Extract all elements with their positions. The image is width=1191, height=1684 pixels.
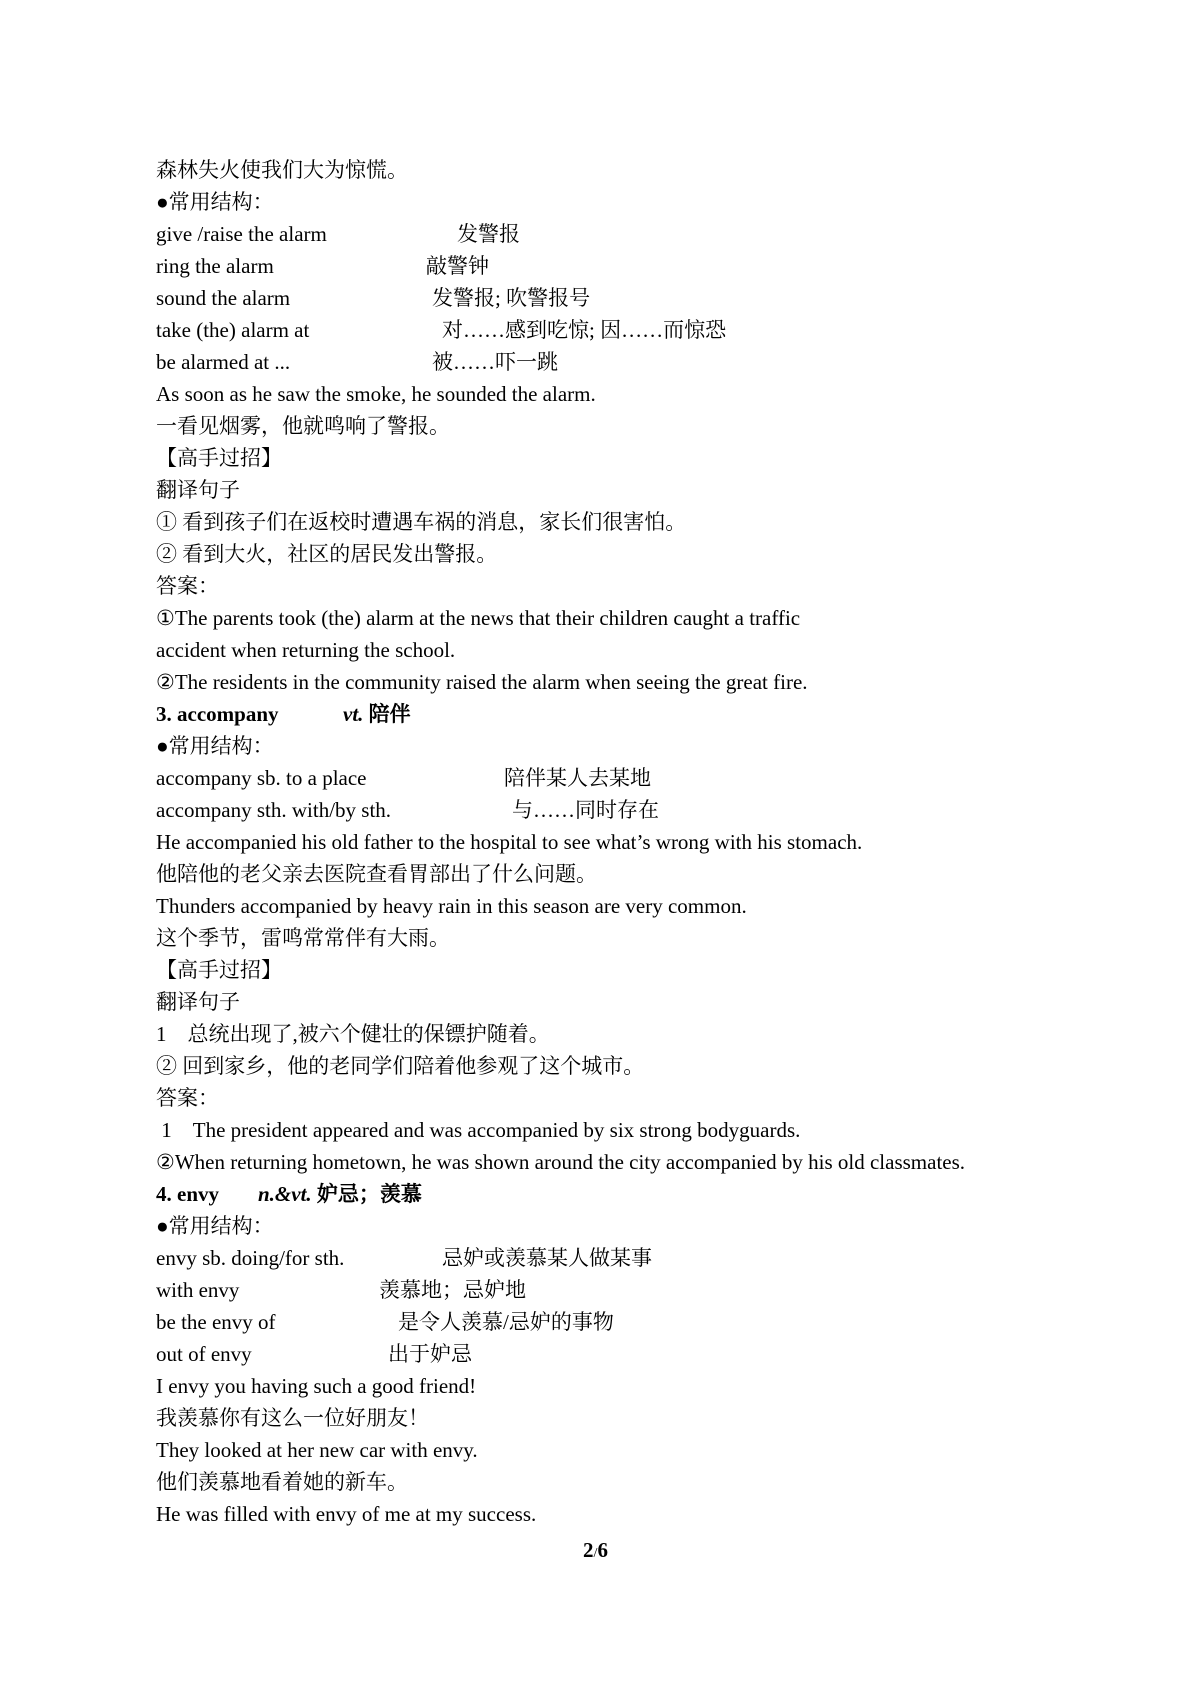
- question-item: ② 回到家乡，他的老同学们陪着他参观了这个城市。: [156, 1054, 645, 1078]
- text-line: 森林失火使我们大为惊慌。: [156, 158, 408, 182]
- phrase-row: [156, 314, 727, 346]
- example-zh: 一看见烟雾，他就鸣响了警报。: [156, 414, 450, 438]
- phrase-en: with envy: [156, 1278, 240, 1302]
- part-of-speech: vt.: [343, 702, 364, 726]
- example-en: He accompanied his old father to the hospital to see what’s wrong with his stomach.: [156, 830, 863, 854]
- phrase-row: [156, 1338, 472, 1370]
- phrase-zh: 发警报; 吹警报号: [432, 286, 591, 310]
- phrase-zh: 陪伴某人去某地: [504, 766, 651, 790]
- phrase-zh: 敲警钟: [426, 254, 489, 278]
- phrase-row: [156, 1274, 526, 1306]
- headword: 4. envy: [156, 1182, 219, 1206]
- phrase-row: [156, 794, 659, 826]
- phrase-row: [156, 282, 591, 314]
- practice-heading: 【高手过招】: [156, 446, 282, 470]
- part-of-speech: n.&vt.: [258, 1182, 312, 1206]
- phrase-en: take (the) alarm at: [156, 318, 310, 342]
- phrase-en: be alarmed at ...: [156, 350, 291, 374]
- phrase-row: [156, 1242, 652, 1274]
- headword-definition: [258, 1178, 422, 1210]
- phrase-zh: 忌妒或羡慕某人做某事: [442, 1246, 652, 1270]
- phrase-row: [156, 1306, 614, 1338]
- question-item: ② 看到大火，社区的居民发出警报。: [156, 542, 498, 566]
- phrase-en: sound the alarm: [156, 286, 291, 310]
- total-pages: 6: [597, 1538, 608, 1562]
- current-page: 2: [583, 1538, 594, 1562]
- phrase-row: [156, 762, 651, 794]
- example-en: I envy you having such a good friend!: [156, 1374, 477, 1398]
- answer-item: ②The residents in the community raised the alarm when seeing the great fire.: [156, 670, 808, 694]
- answer-label: 答案：: [156, 1086, 219, 1110]
- question-item: ① 看到孩子们在返校时遭遇车祸的消息，家长们很害怕。: [156, 510, 687, 534]
- answer-item-continued: accident when returning the school.: [156, 638, 456, 662]
- example-en: They looked at her new car with envy.: [156, 1438, 478, 1462]
- phrase-zh: 发警报: [457, 222, 520, 246]
- translate-instruction: 翻译句子: [156, 478, 240, 502]
- phrase-en: out of envy: [156, 1342, 252, 1366]
- example-zh: 他陪他的老父亲去医院查看胃部出了什么问题。: [156, 862, 597, 886]
- page-separator: /: [593, 1546, 598, 1561]
- phrase-en: envy sb. doing/for sth.: [156, 1246, 345, 1270]
- common-structure-heading: ●常用结构：: [156, 190, 274, 214]
- headword: 3. accompany: [156, 702, 279, 726]
- answer-item: ②When returning hometown, he was shown around the city accompanied by his old classmates.: [156, 1150, 966, 1174]
- answer-label: 答案：: [156, 574, 219, 598]
- common-structure-heading: ●常用结构：: [156, 1214, 274, 1238]
- phrase-zh: 对……感到吃惊; 因……而惊恐: [442, 318, 727, 342]
- phrase-en: ring the alarm: [156, 254, 274, 278]
- example-en: As soon as he saw the smoke, he sounded the alarm.: [156, 382, 596, 406]
- translate-instruction: 翻译句子: [156, 990, 240, 1014]
- word-heading-envy: [156, 1178, 422, 1210]
- headword-meaning: 妒忌；羡慕: [316, 1182, 422, 1206]
- headword-meaning: 陪伴: [368, 702, 411, 726]
- phrase-zh: 被……吓一跳: [432, 350, 558, 374]
- answer-item: ①The parents took (the) alarm at the news that their children caught a traffic: [156, 606, 801, 630]
- phrase-en: accompany sb. to a place: [156, 766, 367, 790]
- page-number: [0, 1534, 1191, 1570]
- question-item: 1 总统出现了,被六个健壮的保镖护随着。: [156, 1022, 550, 1046]
- phrase-zh: 是令人羡慕/忌妒的事物: [398, 1310, 614, 1334]
- example-zh: 这个季节，雷鸣常常伴有大雨。: [156, 926, 450, 950]
- answer-item: 1 The president appeared and was accompanied by six strong bodyguards.: [156, 1118, 801, 1142]
- phrase-zh: 与……同时存在: [512, 798, 659, 822]
- phrase-row: [156, 346, 558, 378]
- common-structure-heading: ●常用结构：: [156, 734, 274, 758]
- phrase-en: accompany sth. with/by sth.: [156, 798, 392, 822]
- phrase-en: be the envy of: [156, 1310, 276, 1334]
- phrase-en: give /raise the alarm: [156, 222, 327, 246]
- example-zh: 他们羡慕地看着她的新车。: [156, 1470, 408, 1494]
- word-heading-accompany: [156, 698, 411, 730]
- phrase-row: [156, 218, 520, 250]
- headword-definition: [343, 698, 411, 730]
- example-en: He was filled with envy of me at my success.: [156, 1502, 537, 1526]
- phrase-row: [156, 250, 489, 282]
- phrase-zh: 出于妒忌: [388, 1342, 472, 1366]
- phrase-zh: 羡慕地；忌妒地: [379, 1278, 526, 1302]
- practice-heading: 【高手过招】: [156, 958, 282, 982]
- example-en: Thunders accompanied by heavy rain in this season are very common.: [156, 894, 747, 918]
- example-zh: 我羡慕你有这么一位好朋友！: [156, 1406, 429, 1430]
